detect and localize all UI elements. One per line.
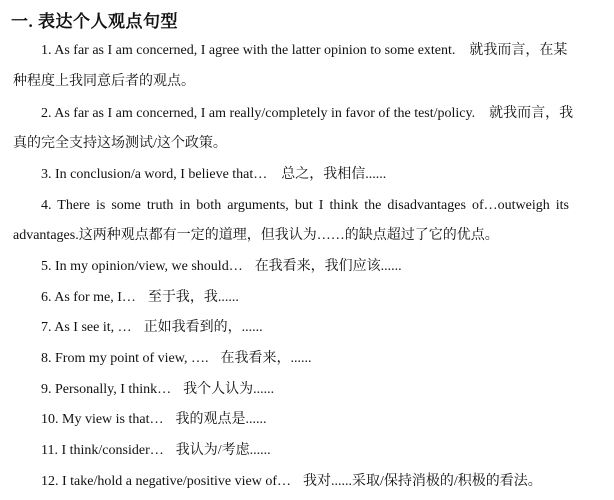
list-item-12 — [41, 472, 542, 492]
item-chinese: 至于我，我...... — [147, 290, 239, 305]
list-item-1-continuation: 种程度上我同意后者的观点。 — [13, 74, 195, 89]
list-item-2 — [41, 104, 573, 124]
list-item-11 — [41, 441, 271, 461]
item-chinese: 我对......采取/保持消极的/积极的看法。 — [303, 474, 542, 489]
item-chinese: 我个人认为...... — [183, 382, 275, 397]
item-english: 2. As far as I am concerned, I am really/completely in favor of the test/policy. — [41, 106, 476, 121]
list-item-7 — [41, 318, 263, 338]
item-english: 3. In conclusion/a word, I believe that… — [41, 167, 268, 182]
item-english: 9. Personally, I think… — [41, 382, 172, 397]
item-english: 10. My view is that… — [41, 412, 164, 427]
item-chinese: 总之，我相信...... — [281, 167, 387, 182]
item-english: 6. As for me, I… — [41, 290, 136, 305]
item-chinese: 在我看来，...... — [220, 351, 312, 366]
item-chinese: 我认为/考虑...... — [175, 443, 271, 458]
item-english: 7. As I see it, … — [41, 320, 132, 335]
list-item-5 — [41, 257, 402, 277]
item-chinese: 我的观点是...... — [175, 412, 267, 427]
item-chinese: 就我而言，在某 — [469, 43, 568, 58]
list-item-9 — [41, 380, 274, 400]
list-item-2-continuation: 真的完全支持这场测试/这个政策。 — [13, 136, 227, 151]
item-english: 1. As far as I am concerned, I agree with the latter opinion to some extent. — [41, 43, 456, 58]
item-english: 11. I think/consider… — [41, 443, 164, 458]
list-item-8 — [41, 349, 311, 369]
list-item-4: 4. There is some truth in both arguments, but I think the disadvantages of…outweigh its — [41, 198, 569, 213]
item-english: 5. In my opinion/view, we should… — [41, 259, 243, 274]
item-english: 12. I take/hold a negative/positive view of… — [41, 474, 291, 489]
list-item-4-continuation: advantages.这两种观点都有一定的道理，但我认为……的缺点超过了它的优点。 — [13, 228, 499, 243]
list-item-6 — [41, 288, 239, 308]
list-item-3 — [41, 165, 386, 185]
section-heading: 一. 表达个人观点句型 — [11, 12, 178, 31]
item-chinese: 就我而言，我 — [489, 106, 574, 121]
item-chinese: 正如我看到的，...... — [143, 320, 263, 335]
item-english: 8. From my point of view, …. — [41, 351, 209, 366]
list-item-10 — [41, 410, 267, 430]
item-chinese: 在我看来，我们应该...... — [254, 259, 402, 274]
list-item-1 — [41, 41, 567, 61]
